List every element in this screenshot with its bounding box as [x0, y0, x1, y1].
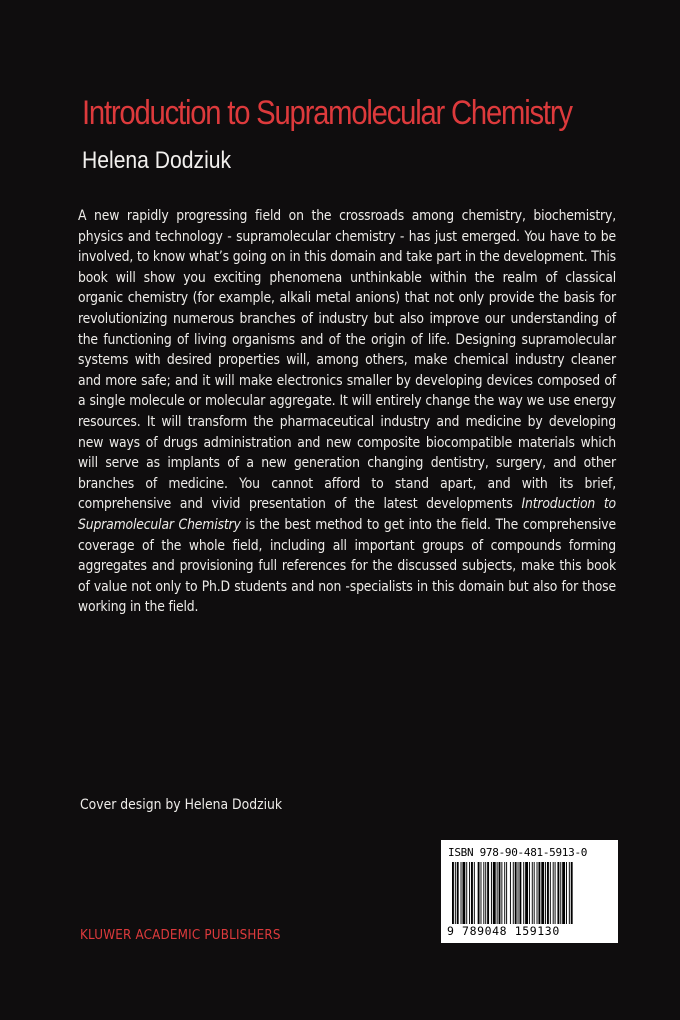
barcode-bar: [474, 862, 475, 924]
barcode-bar: [523, 862, 524, 924]
back-cover-blurb: [78, 206, 616, 618]
barcode-bar: [466, 862, 467, 924]
barcode-bar: [471, 862, 473, 924]
barcode-bar: [485, 862, 486, 924]
barcode-bar: [452, 862, 454, 924]
barcode-bar: [519, 862, 521, 924]
barcode-bar: [538, 862, 540, 924]
barcode-bar: [562, 862, 565, 924]
barcode-graphic: [452, 862, 609, 924]
isbn-label: ISBN 978-90-481-5913-0: [448, 846, 588, 859]
barcode-bar: [537, 862, 538, 924]
barcode-bar: [487, 862, 489, 924]
barcode-bar: [553, 862, 554, 924]
book-title: Introduction to Supramolecular Chemistry: [82, 94, 572, 132]
barcode-bar: [560, 862, 561, 924]
barcode-bar: [501, 862, 502, 924]
barcode-bar: [483, 862, 484, 924]
barcode-bar: [461, 862, 462, 924]
barcode-bar: [462, 862, 465, 924]
publisher-name: KLUWER ACADEMIC PUBLISHERS: [80, 928, 281, 943]
barcode-digits: 9 789048 159130: [447, 924, 560, 938]
barcode-bar: [469, 862, 470, 924]
barcode-bar: [566, 862, 567, 924]
barcode-bar: [455, 862, 456, 924]
barcode-bar: [532, 862, 533, 924]
barcode-bar: [541, 862, 544, 924]
barcode-bar: [510, 862, 511, 924]
barcode-bar: [555, 862, 556, 924]
barcode-bar: [518, 862, 519, 924]
cover-design-credit: Cover design by Helena Dodziuk: [80, 797, 283, 813]
isbn-barcode-block: [441, 840, 618, 943]
barcode-bar: [513, 862, 514, 924]
blurb-text-part-1: A new rapidly progressing field on the crossroads among chemistry, biochemistry, physics and technology - supramolecular chemistry - has just emerged. You have to be involved, to know what’s going on in this domain and take part in the development. This book will show you exciting phenomena unthinkable within the realm of classical organic chemistry (for example, alkali metal anions) that not only provide the basis for revolutionizing numerous branches of industry but also improve our understanding of the functioning of living organisms and of the origin of life. Designing supramolecular systems with desired properties will, among others, make chemical industry cleaner and more safe; and it will make electronics smaller by developing devices composed of a single molecule or molecular aggregate. It will entirely change the way we use energy resources. It will transform the pharmaceutical industry and medicine by developing new ways of drugs administration and new composite biocompatible materials which will serve as implants of a new generation changing dentistry, surgery, and other branches of medicine. You cannot afford to stand apart, and with its brief, comprehensive and vivid presentation of the latest developments: [78, 208, 616, 513]
barcode-bar: [491, 862, 492, 924]
barcode-bar: [506, 862, 507, 924]
barcode-bar: [515, 862, 517, 924]
barcode-bar: [493, 862, 496, 924]
blurb-text-part-2: is the best method to get into the field. The comprehensive coverage of the whole field, including all important groups of compounds forming aggregates and provisioning full references for the discussed subjects, make this book of value not only to Ph.D students and non -specialists in this domain but also for those working in the field.: [78, 516, 616, 616]
barcode-bar: [569, 862, 570, 924]
barcode-bar: [534, 862, 535, 924]
barcode-bar: [481, 862, 482, 924]
barcode-bar: [557, 862, 559, 924]
barcode-bar: [497, 862, 498, 924]
barcode-bar: [571, 862, 573, 924]
barcode-bar: [457, 862, 459, 924]
barcode-bar: [504, 862, 505, 924]
barcode-bar: [545, 862, 546, 924]
barcode-bar: [478, 862, 480, 924]
barcode-bar: [529, 862, 530, 924]
barcode-bar: [499, 862, 501, 924]
barcode-bar: [525, 862, 528, 924]
blurb-italic-title: Introduction to Supramolecular Chemistry: [78, 496, 616, 533]
book-author: Helena Dodziuk: [82, 147, 232, 174]
barcode-bar: [550, 862, 551, 924]
barcode-bar: [547, 862, 549, 924]
